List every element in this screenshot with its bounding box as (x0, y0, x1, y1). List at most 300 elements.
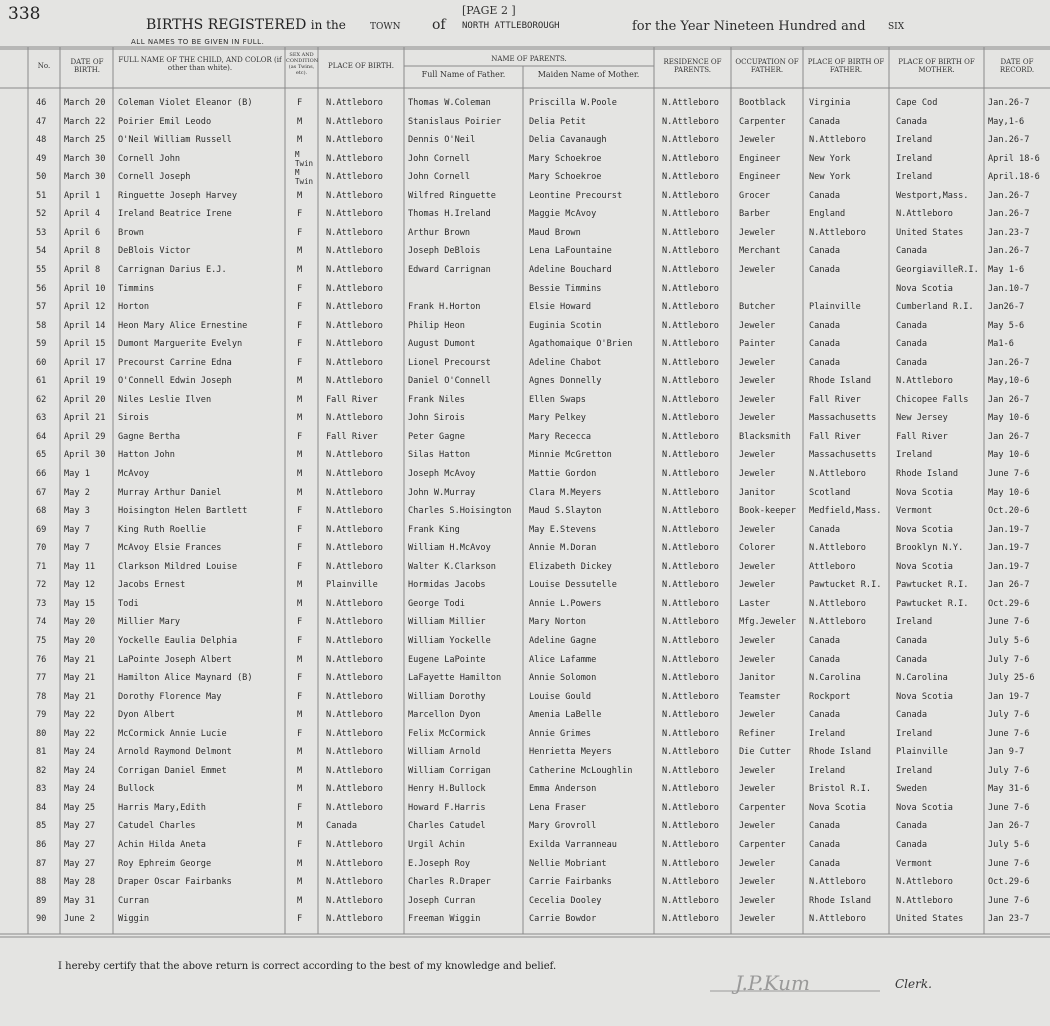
cell-sex: F (297, 227, 303, 238)
table-row (0, 595, 1050, 613)
cell-child-name: Harris Mary,Edith (118, 802, 206, 813)
cell-child-name: Precourst Carrine Edna (118, 357, 232, 368)
cell-father: Frank King (408, 524, 460, 535)
cell-no: 74 (36, 617, 47, 628)
cell-child-name: Todi (118, 598, 139, 609)
cell-occupation: Jeweler (739, 469, 776, 479)
cell-place: N.Attleboro (326, 376, 383, 387)
cell-occupation: Jeweler (739, 914, 776, 925)
cell-record-date: Jan.26-7 (988, 98, 1030, 108)
cell-place: N.Attleboro (326, 635, 383, 646)
cell-mother-birth: Nova Scotia (896, 802, 953, 813)
cell-place: N.Attleboro (326, 524, 383, 535)
cell-mother: Mattie Gordon (529, 469, 597, 479)
cell-mother: Mary Pelkey (529, 413, 586, 424)
col-header-record-date: DATE OF RECORD. (999, 58, 1035, 74)
cell-mother: Mary Schoekroe (529, 153, 602, 164)
cell-sex: M (297, 376, 303, 387)
cell-date: April 8 (64, 264, 101, 275)
table-row (0, 465, 1050, 483)
cell-child-name: Curran (118, 895, 150, 906)
cell-occupation: Painter (739, 339, 776, 350)
cell-father: Hormidas Jacobs (408, 580, 486, 591)
cell-place: Plainville (326, 580, 378, 591)
table-row (0, 150, 1050, 168)
cell-record-date: Jan.19-7 (988, 524, 1030, 535)
cell-sex: F (297, 98, 303, 108)
cell-no: 73 (36, 598, 47, 609)
cell-occupation: Refiner (739, 728, 776, 739)
table-row (0, 113, 1050, 131)
cell-sex: M (297, 821, 303, 832)
cell-occupation: Jeweler (739, 561, 776, 572)
cell-sex: F (297, 431, 303, 442)
cell-no: 71 (36, 561, 47, 572)
cell-residence: N.Attleboro (662, 98, 719, 108)
table-row (0, 298, 1050, 316)
cell-father-birth: Canada (809, 339, 841, 350)
cell-father-birth: Canada (809, 821, 841, 832)
cell-residence: N.Attleboro (662, 877, 719, 888)
cell-record-date: May 10-6 (988, 450, 1030, 461)
cell-mother: Maud S.Slayton (529, 506, 602, 517)
cell-no: 50 (36, 172, 47, 183)
cell-no: 76 (36, 654, 47, 665)
cell-sex: M (297, 469, 303, 479)
cell-place: N.Attleboro (326, 98, 383, 108)
cell-record-date: Jan 19-7 (988, 691, 1030, 702)
cell-no: 55 (36, 264, 47, 275)
cell-father: William Arnold (408, 747, 481, 758)
cell-child-name: Poirier Emil Leodo (118, 116, 212, 127)
cell-mother: Annie Grimes (529, 728, 592, 739)
col-header-father-birth: PLACE OF BIRTH OF FATHER. (807, 58, 885, 74)
cell-mother-birth: United States (896, 227, 964, 238)
table-row (0, 446, 1050, 464)
cell-father-birth: N.Attleboro (809, 135, 866, 146)
cell-place: N.Attleboro (326, 357, 383, 368)
cell-child-name: Arnold Raymond Delmont (118, 747, 232, 758)
table-row (0, 892, 1050, 910)
cell-mother-birth: Westport,Mass. (896, 190, 969, 201)
table-row (0, 409, 1050, 427)
cell-father: William Millier (408, 617, 486, 628)
cell-mother: Delia Petit (529, 116, 586, 127)
cell-child-name: O'Neil William Russell (118, 135, 232, 146)
cell-place: N.Attleboro (326, 895, 383, 906)
cell-date: March 30 (64, 153, 106, 164)
cell-place: Fall River (326, 394, 378, 405)
cell-occupation: Engineer (739, 172, 781, 183)
cell-record-date: Jan 9-7 (988, 747, 1025, 758)
cell-date: May 27 (64, 821, 96, 832)
cell-occupation: Janitor (739, 673, 776, 684)
cell-mother: Lena LaFountaine (529, 246, 612, 257)
cell-occupation: Jeweler (739, 394, 776, 405)
cell-occupation: Jeweler (739, 320, 776, 331)
cell-mother-birth: Ireland (896, 153, 933, 164)
cell-date: May 31 (64, 895, 96, 906)
cell-sex: F (297, 339, 303, 350)
cell-mother-birth: Canada (896, 116, 928, 127)
cell-mother: Adeline Bouchard (529, 264, 612, 275)
cell-residence: N.Attleboro (662, 524, 719, 535)
cell-residence: N.Attleboro (662, 190, 719, 201)
cell-father: Thomas H.Ireland (408, 209, 491, 220)
cell-no: 90 (36, 914, 47, 925)
cell-father-birth: Canada (809, 357, 841, 368)
cell-sex: F (297, 320, 303, 331)
table-row (0, 688, 1050, 706)
cell-no: 80 (36, 728, 47, 739)
cell-sex: M (297, 784, 303, 795)
cell-occupation: Jeweler (739, 357, 776, 368)
cell-record-date: May 10-6 (988, 413, 1030, 424)
cell-residence: N.Attleboro (662, 691, 719, 702)
cell-residence: N.Attleboro (662, 914, 719, 925)
cell-mother-birth: Brooklyn N.Y. (896, 543, 964, 554)
cell-mother-birth: Canada (896, 635, 928, 646)
cell-father: Eugene LaPointe (408, 654, 486, 665)
cell-record-date: Jan.19-7 (988, 543, 1030, 554)
col-header-mother-birth: PLACE OF BIRTH OF MOTHER. (898, 58, 975, 74)
cell-date: April 10 (64, 283, 106, 294)
cell-father-birth: N.Carolina (809, 673, 861, 684)
cell-father: Charles R.Draper (408, 877, 491, 888)
cell-no: 68 (36, 506, 47, 517)
cell-father-birth: Plainville (809, 302, 861, 313)
cell-place: N.Attleboro (326, 246, 383, 257)
clerk-signature: J.P.Kum (735, 971, 810, 995)
cell-place: N.Attleboro (326, 227, 383, 238)
cell-place: N.Attleboro (326, 469, 383, 479)
cell-sex: F (297, 357, 303, 368)
cell-occupation: Laster (739, 598, 771, 609)
cell-mother: Amenia LaBelle (529, 710, 602, 721)
cell-occupation: Carpenter (739, 116, 786, 127)
cell-sex: F (297, 840, 303, 850)
cell-date: April 15 (64, 339, 106, 350)
cell-occupation: Jeweler (739, 227, 776, 238)
cell-date: May 1 (64, 469, 90, 479)
cell-no: 54 (36, 246, 47, 257)
cell-mother: Mary Grovroll (529, 821, 597, 832)
cell-father: Joseph McAvoy (408, 469, 476, 479)
cell-child-name: Hatton John (118, 450, 175, 461)
cell-sex: F (297, 561, 303, 572)
cell-father: Peter Gagne (408, 431, 465, 442)
cell-mother-birth: Canada (896, 840, 928, 850)
cell-residence: N.Attleboro (662, 116, 719, 127)
table-row (0, 558, 1050, 576)
cell-occupation: Jeweler (739, 450, 776, 461)
cell-mother: Annie M.Doran (529, 543, 597, 554)
cell-residence: N.Attleboro (662, 450, 719, 461)
cell-child-name: Dumont Marguerite Evelyn (118, 339, 243, 350)
cell-place: N.Attleboro (326, 561, 383, 572)
cell-mother: May E.Stevens (529, 524, 597, 535)
cell-sex: M (297, 135, 303, 146)
cell-father: Freeman Wiggin (408, 914, 481, 925)
cell-mother-birth: N.Attleboro (896, 877, 953, 888)
cell-residence: N.Attleboro (662, 895, 719, 906)
cell-record-date: July 25-6 (988, 673, 1035, 684)
cell-record-date: Jan.26-7 (988, 357, 1030, 368)
table-row (0, 484, 1050, 502)
cell-no: 60 (36, 357, 47, 368)
cell-father: Lionel Precourst (408, 357, 491, 368)
cell-sex: M (297, 765, 303, 776)
cell-sex: M (297, 264, 303, 275)
cell-child-name: Hoisington Helen Bartlett (118, 506, 248, 517)
cell-record-date: Ma1-6 (988, 339, 1014, 350)
cell-father: Charles S.Hoisington (408, 506, 512, 517)
cell-record-date: May,1-6 (988, 116, 1025, 127)
cell-residence: N.Attleboro (662, 357, 719, 368)
cell-child-name: McAvoy Elsie Frances (118, 543, 222, 554)
cell-father: Silas Hatton (408, 450, 471, 461)
table-row (0, 706, 1050, 724)
table-row (0, 372, 1050, 390)
cell-father-birth: Ireland (809, 765, 846, 776)
cell-mother-birth: Chicopee Falls (896, 394, 969, 405)
cell-mother: Mary Rececca (529, 431, 592, 442)
cell-mother: Delia Cavanaugh (529, 135, 607, 146)
cell-place: N.Attleboro (326, 747, 383, 758)
cell-sex: F (297, 543, 303, 554)
cell-sex: F (297, 673, 303, 684)
cell-place: N.Attleboro (326, 765, 383, 776)
cell-record-date: June 7-6 (988, 895, 1030, 906)
cell-date: May 15 (64, 598, 96, 609)
cell-residence: N.Attleboro (662, 580, 719, 591)
table-row (0, 539, 1050, 557)
cell-no: 62 (36, 394, 47, 405)
cell-occupation: Carpenter (739, 840, 786, 850)
cell-occupation: Colorer (739, 543, 776, 554)
cell-child-name: McCormick Annie Lucie (118, 728, 227, 739)
cell-date: April 8 (64, 246, 101, 257)
cell-mother-birth: United States (896, 914, 964, 925)
cell-father: John Sirois (408, 413, 465, 424)
cell-mother: Carrie Fairbanks (529, 877, 612, 888)
table-row (0, 873, 1050, 891)
cell-residence: N.Attleboro (662, 487, 719, 498)
cell-father-birth: N.Attleboro (809, 914, 866, 925)
cell-no: 51 (36, 190, 47, 201)
cell-residence: N.Attleboro (662, 617, 719, 628)
cell-sex: M (297, 747, 303, 758)
cell-mother: Carrie Bowdor (529, 914, 597, 925)
cell-child-name: Ringuette Joseph Harvey (118, 190, 237, 201)
cell-mother: Louise Gould (529, 691, 592, 702)
cell-father-birth: Canada (809, 116, 841, 127)
cell-father: George Todi (408, 598, 465, 609)
cell-record-date: Jan.26-7 (988, 190, 1030, 201)
cell-record-date: Jan 26-7 (988, 431, 1030, 442)
cell-occupation: Jeweler (739, 710, 776, 721)
cell-no: 69 (36, 524, 47, 535)
cell-no: 57 (36, 302, 47, 313)
cell-father-birth: Pawtucket R.I. (809, 580, 882, 591)
col-header-mother: Maiden Name of Mother. (537, 70, 640, 79)
cell-mother: Elsie Howard (529, 302, 592, 313)
cell-sex: M (297, 246, 303, 257)
cell-residence: N.Attleboro (662, 413, 719, 424)
cell-mother-birth: Ireland (896, 135, 933, 146)
cell-occupation: Mfg.Jeweler (739, 617, 796, 628)
cell-place: Canada (326, 821, 358, 832)
cell-sex: F (297, 635, 303, 646)
cell-no: 61 (36, 376, 47, 387)
cell-occupation: Die Cutter (739, 747, 791, 758)
table-row (0, 317, 1050, 335)
cell-sex: F (297, 302, 303, 313)
cell-child-name: Carrignan Darius E.J. (118, 264, 227, 275)
cell-date: May 22 (64, 710, 96, 721)
col-header-child-name: FULL NAME OF THE CHILD, AND COLOR (if other than white). (118, 56, 282, 72)
cell-occupation: Jeweler (739, 376, 776, 387)
cell-mother: Alice Lafamme (529, 654, 597, 665)
cell-occupation: Teamster (739, 691, 781, 702)
cell-father-birth: New York (809, 172, 851, 183)
table-row (0, 261, 1050, 279)
certification-text: I hereby certify that the above return is correct according to the best of my knowledge and belief. (58, 961, 557, 972)
cell-mother-birth: Canada (896, 821, 928, 832)
cell-child-name: Sirois (118, 413, 150, 424)
cell-mother-birth: Nova Scotia (896, 561, 953, 572)
title-in-the: in the (310, 18, 346, 32)
table-row (0, 187, 1050, 205)
cell-mother-birth: Ireland (896, 617, 933, 628)
cell-no: 83 (36, 784, 47, 795)
cell-mother: Louise Dessutelle (529, 580, 617, 591)
cell-father: Stanislaus Poirier (408, 116, 502, 127)
page-number: 338 (8, 4, 41, 24)
cell-child-name: Bullock (118, 784, 155, 795)
cell-father: Urgil Achin (408, 840, 465, 850)
cell-no: 56 (36, 283, 47, 294)
cell-mother-birth: Cape Cod (896, 98, 938, 108)
cell-father-birth: Bristol R.I. (809, 784, 872, 795)
cell-place: N.Attleboro (326, 840, 383, 850)
cell-date: April 20 (64, 394, 106, 405)
cell-mother: Annie Solomon (529, 673, 597, 684)
cell-occupation: Merchant (739, 246, 781, 257)
cell-father: Marcellon Dyon (408, 710, 481, 721)
cell-child-name: Murray Arthur Daniel (118, 487, 222, 498)
cell-mother-birth: Nova Scotia (896, 283, 953, 294)
cell-father-birth: Canada (809, 190, 841, 201)
cell-father-birth: Canada (809, 654, 841, 665)
cell-record-date: June 7-6 (988, 728, 1030, 739)
cell-residence: N.Attleboro (662, 135, 719, 146)
table-row (0, 836, 1050, 854)
cell-mother-birth: GeorgiavilleR.I. (896, 264, 979, 275)
cell-child-name: Dorothy Florence May (118, 691, 222, 702)
cell-sex: M (297, 858, 303, 869)
cell-occupation: Janitor (739, 487, 776, 498)
cell-father: Edward Carrignan (408, 264, 491, 275)
cell-mother-birth: N.Attleboro (896, 209, 953, 220)
table-row (0, 576, 1050, 594)
cell-mother: Catherine McLoughlin (529, 765, 633, 776)
cell-mother-birth: Nova Scotia (896, 487, 953, 498)
cell-child-name: King Ruth Roellie (118, 524, 206, 535)
table-row (0, 762, 1050, 780)
cell-mother-birth: New Jersey (896, 413, 948, 424)
cell-place: N.Attleboro (326, 654, 383, 665)
cell-father: Felix McCormick (408, 728, 486, 739)
cell-occupation: Engineer (739, 153, 781, 164)
title-town: TOWN (370, 22, 401, 32)
cell-mother: Henrietta Meyers (529, 747, 612, 758)
cell-father: William Yockelle (408, 635, 491, 646)
cell-mother: Nellie Mobriant (529, 858, 607, 869)
table-row (0, 354, 1050, 372)
cell-father: August Dumont (408, 339, 476, 350)
cell-mother-birth: Rhode Island (896, 469, 959, 479)
title-six: SIX (888, 22, 905, 32)
cell-place: N.Attleboro (326, 172, 383, 183)
cell-father-birth: N.Attleboro (809, 227, 866, 238)
cell-child-name: LaPointe Joseph Albert (118, 654, 232, 665)
cell-father-birth: Canada (809, 524, 841, 535)
cell-place: N.Attleboro (326, 209, 383, 220)
col-header-sex: SEX AND CONDITION (as Twins, etc). (286, 52, 319, 76)
cell-father-birth: Nova Scotia (809, 802, 866, 813)
cell-mother: Agathomaique O'Brien (529, 339, 633, 350)
cell-record-date: Jan 26-7 (988, 580, 1030, 591)
cell-residence: N.Attleboro (662, 654, 719, 665)
cell-record-date: June 7-6 (988, 617, 1030, 628)
col-header-parents: NAME OF PARENTS. (491, 55, 567, 63)
cell-father-birth: Medfield,Mass. (809, 506, 882, 517)
cell-no: 89 (36, 895, 47, 906)
cell-father: John Cornell (408, 172, 471, 183)
cell-place: N.Attleboro (326, 153, 383, 164)
cell-child-name: Gagne Bertha (118, 431, 181, 442)
cell-no: 85 (36, 821, 47, 832)
cell-mother: Bessie Timmins (529, 283, 602, 294)
cell-father: Frank H.Horton (408, 302, 481, 313)
cell-date: April 19 (64, 376, 106, 387)
cell-date: May 28 (64, 877, 96, 888)
cell-place: N.Attleboro (326, 339, 383, 350)
cell-father-birth: Canada (809, 635, 841, 646)
cell-mother-birth: Canada (896, 246, 928, 257)
cell-father: Wilfred Ringuette (408, 190, 496, 201)
cell-mother: Priscilla W.Poole (529, 98, 617, 108)
title-births: BIRTHS REGISTERED (146, 17, 307, 33)
cell-father-birth: Fall River (809, 431, 861, 442)
cell-sex: M (297, 413, 303, 424)
cell-father: Joseph DeBlois (408, 246, 481, 257)
cell-child-name: Cornell Joseph (118, 172, 191, 183)
cell-father: Philip Heon (408, 320, 465, 331)
cell-date: April 1 (64, 190, 101, 201)
cell-date: April 21 (64, 413, 106, 424)
cell-residence: N.Attleboro (662, 172, 719, 183)
cell-residence: N.Attleboro (662, 673, 719, 684)
table-row (0, 205, 1050, 223)
cell-residence: N.Attleboro (662, 710, 719, 721)
cell-sex: F (297, 802, 303, 813)
cell-residence: N.Attleboro (662, 802, 719, 813)
cell-mother-birth: Nova Scotia (896, 691, 953, 702)
cell-record-date: July 5-6 (988, 840, 1030, 850)
cell-father-birth: Rhode Island (809, 747, 872, 758)
